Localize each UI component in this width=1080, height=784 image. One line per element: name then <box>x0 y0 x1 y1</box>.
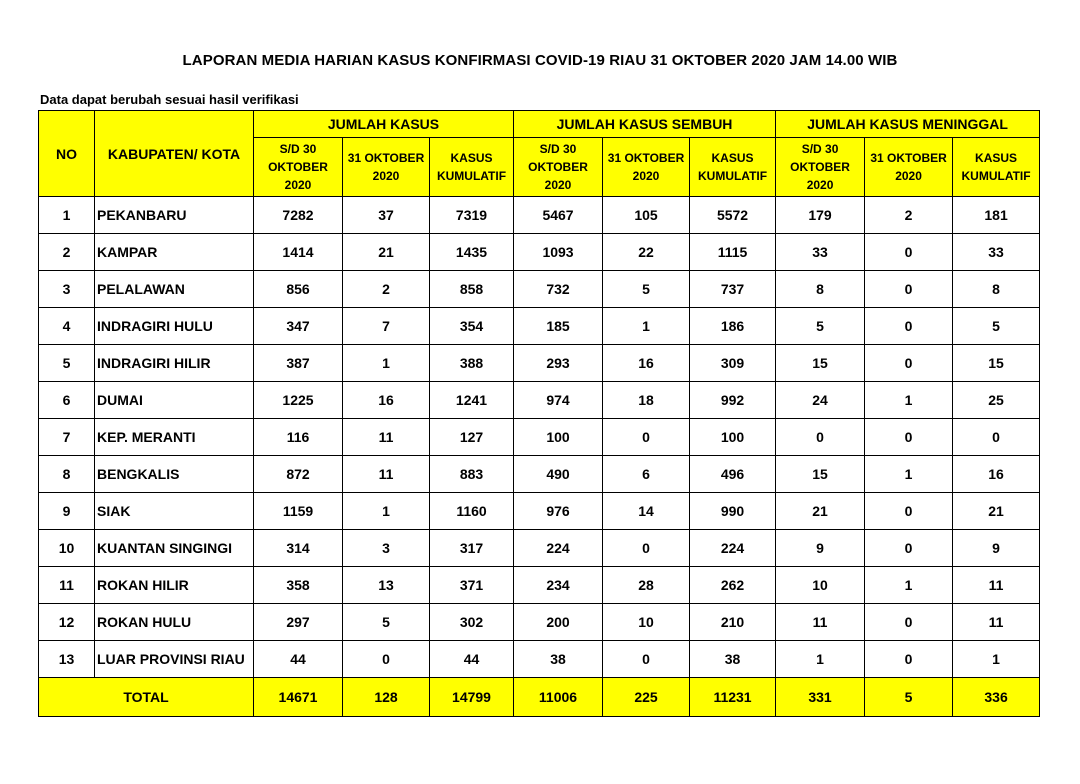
value-cell: 1093 <box>514 234 603 271</box>
value-cell: 7319 <box>430 197 514 234</box>
value-cell: 1160 <box>430 493 514 530</box>
value-cell: 317 <box>430 530 514 567</box>
table-row <box>39 234 1040 271</box>
row-number-cell: 7 <box>39 419 95 456</box>
header-sub-today: 31 OKTOBER 2020 <box>343 138 430 197</box>
value-cell: 18 <box>603 382 690 419</box>
total-cell: 11006 <box>514 678 603 717</box>
value-cell: 314 <box>254 530 343 567</box>
value-cell: 105 <box>603 197 690 234</box>
value-cell: 297 <box>254 604 343 641</box>
table-row <box>39 345 1040 382</box>
value-cell: 0 <box>865 604 953 641</box>
header-no: NO <box>39 111 95 197</box>
value-cell: 737 <box>690 271 776 308</box>
value-cell: 14 <box>603 493 690 530</box>
region-name-cell: ROKAN HILIR <box>95 567 254 604</box>
header-sub-prev: S/D 30 OKTOBER 2020 <box>254 138 343 197</box>
value-cell: 0 <box>865 308 953 345</box>
region-name-cell: LUAR PROVINSI RIAU <box>95 641 254 678</box>
value-cell: 371 <box>430 567 514 604</box>
row-number-cell: 8 <box>39 456 95 493</box>
value-cell: 732 <box>514 271 603 308</box>
value-cell: 7 <box>343 308 430 345</box>
value-cell: 10 <box>603 604 690 641</box>
row-number-cell: 13 <box>39 641 95 678</box>
value-cell: 1241 <box>430 382 514 419</box>
value-cell: 15 <box>953 345 1040 382</box>
table-row <box>39 567 1040 604</box>
value-cell: 6 <box>603 456 690 493</box>
table-row <box>39 197 1040 234</box>
value-cell: 13 <box>343 567 430 604</box>
value-cell: 5 <box>776 308 865 345</box>
value-cell: 302 <box>430 604 514 641</box>
report-title: LAPORAN MEDIA HARIAN KASUS KONFIRMASI COVID-19 RIAU 31 OKTOBER 2020 JAM 14.00 WIB <box>182 52 898 69</box>
row-number-cell: 1 <box>39 197 95 234</box>
region-name-cell: PELALAWAN <box>95 271 254 308</box>
value-cell: 0 <box>865 271 953 308</box>
value-cell: 9 <box>776 530 865 567</box>
value-cell: 0 <box>603 530 690 567</box>
value-cell: 0 <box>343 641 430 678</box>
total-cell: 128 <box>343 678 430 717</box>
row-number-cell: 11 <box>39 567 95 604</box>
row-number-cell: 10 <box>39 530 95 567</box>
region-name-cell: KEP. MERANTI <box>95 419 254 456</box>
total-label: TOTAL <box>39 678 254 717</box>
value-cell: 1 <box>603 308 690 345</box>
value-cell: 21 <box>776 493 865 530</box>
value-cell: 224 <box>690 530 776 567</box>
row-number-cell: 3 <box>39 271 95 308</box>
value-cell: 5 <box>953 308 1040 345</box>
value-cell: 21 <box>343 234 430 271</box>
value-cell: 0 <box>776 419 865 456</box>
value-cell: 5 <box>343 604 430 641</box>
value-cell: 5467 <box>514 197 603 234</box>
value-cell: 0 <box>865 530 953 567</box>
region-name-cell: BENGKALIS <box>95 456 254 493</box>
value-cell: 1 <box>865 567 953 604</box>
total-cell: 14799 <box>430 678 514 717</box>
value-cell: 1 <box>865 456 953 493</box>
row-number-cell: 5 <box>39 345 95 382</box>
value-cell: 24 <box>776 382 865 419</box>
value-cell: 11 <box>343 419 430 456</box>
row-number-cell: 2 <box>39 234 95 271</box>
value-cell: 0 <box>865 641 953 678</box>
header-sub-cumulative: KASUS KUMULATIF <box>953 138 1040 197</box>
header-group-recovered: JUMLAH KASUS SEMBUH <box>514 111 776 138</box>
region-name-cell: KUANTAN SINGINGI <box>95 530 254 567</box>
value-cell: 3 <box>343 530 430 567</box>
value-cell: 388 <box>430 345 514 382</box>
value-cell: 293 <box>514 345 603 382</box>
value-cell: 16 <box>603 345 690 382</box>
row-number-cell: 9 <box>39 493 95 530</box>
value-cell: 1159 <box>254 493 343 530</box>
value-cell: 127 <box>430 419 514 456</box>
table-row <box>39 641 1040 678</box>
value-cell: 210 <box>690 604 776 641</box>
value-cell: 974 <box>514 382 603 419</box>
value-cell: 16 <box>953 456 1040 493</box>
table-row <box>39 456 1040 493</box>
value-cell: 11 <box>776 604 865 641</box>
value-cell: 16 <box>343 382 430 419</box>
value-cell: 1 <box>865 382 953 419</box>
value-cell: 11 <box>953 567 1040 604</box>
table-row <box>39 382 1040 419</box>
value-cell: 358 <box>254 567 343 604</box>
header-group-deaths: JUMLAH KASUS MENINGGAL <box>776 111 1040 138</box>
value-cell: 33 <box>953 234 1040 271</box>
value-cell: 15 <box>776 345 865 382</box>
value-cell: 7282 <box>254 197 343 234</box>
header-region: KABUPATEN/ KOTA <box>95 111 254 197</box>
region-name-cell: INDRAGIRI HILIR <box>95 345 254 382</box>
value-cell: 8 <box>776 271 865 308</box>
value-cell: 490 <box>514 456 603 493</box>
value-cell: 234 <box>514 567 603 604</box>
value-cell: 309 <box>690 345 776 382</box>
value-cell: 262 <box>690 567 776 604</box>
region-name-cell: PEKANBARU <box>95 197 254 234</box>
value-cell: 224 <box>514 530 603 567</box>
value-cell: 354 <box>430 308 514 345</box>
value-cell: 5572 <box>690 197 776 234</box>
header-sub-prev: S/D 30 OKTOBER 2020 <box>776 138 865 197</box>
value-cell: 1225 <box>254 382 343 419</box>
value-cell: 1115 <box>690 234 776 271</box>
header-sub-cumulative: KASUS KUMULATIF <box>690 138 776 197</box>
value-cell: 100 <box>514 419 603 456</box>
value-cell: 2 <box>865 197 953 234</box>
covid-cases-table <box>38 110 1040 717</box>
value-cell: 100 <box>690 419 776 456</box>
value-cell: 38 <box>690 641 776 678</box>
value-cell: 38 <box>514 641 603 678</box>
header-sub-prev: S/D 30 OKTOBER 2020 <box>514 138 603 197</box>
value-cell: 9 <box>953 530 1040 567</box>
table-row <box>39 604 1040 641</box>
value-cell: 10 <box>776 567 865 604</box>
value-cell: 1 <box>343 493 430 530</box>
region-name-cell: INDRAGIRI HULU <box>95 308 254 345</box>
value-cell: 858 <box>430 271 514 308</box>
value-cell: 496 <box>690 456 776 493</box>
value-cell: 1435 <box>430 234 514 271</box>
region-name-cell: DUMAI <box>95 382 254 419</box>
total-cell: 11231 <box>690 678 776 717</box>
value-cell: 15 <box>776 456 865 493</box>
value-cell: 990 <box>690 493 776 530</box>
header-sub-cumulative: KASUS KUMULATIF <box>430 138 514 197</box>
table-row <box>39 493 1040 530</box>
value-cell: 44 <box>430 641 514 678</box>
value-cell: 387 <box>254 345 343 382</box>
value-cell: 22 <box>603 234 690 271</box>
value-cell: 25 <box>953 382 1040 419</box>
region-name-cell: KAMPAR <box>95 234 254 271</box>
row-number-cell: 12 <box>39 604 95 641</box>
row-number-cell: 6 <box>39 382 95 419</box>
value-cell: 0 <box>865 234 953 271</box>
verification-note: Data dapat berubah sesuai hasil verifikasi <box>40 92 299 107</box>
total-cell: 14671 <box>254 678 343 717</box>
value-cell: 1414 <box>254 234 343 271</box>
header-group-cases: JUMLAH KASUS <box>254 111 514 138</box>
total-cell: 225 <box>603 678 690 717</box>
value-cell: 116 <box>254 419 343 456</box>
value-cell: 37 <box>343 197 430 234</box>
value-cell: 185 <box>514 308 603 345</box>
value-cell: 28 <box>603 567 690 604</box>
value-cell: 21 <box>953 493 1040 530</box>
value-cell: 992 <box>690 382 776 419</box>
region-name-cell: ROKAN HULU <box>95 604 254 641</box>
value-cell: 872 <box>254 456 343 493</box>
value-cell: 0 <box>865 345 953 382</box>
table-row <box>39 530 1040 567</box>
total-cell: 5 <box>865 678 953 717</box>
value-cell: 181 <box>953 197 1040 234</box>
value-cell: 44 <box>254 641 343 678</box>
value-cell: 0 <box>865 419 953 456</box>
value-cell: 200 <box>514 604 603 641</box>
value-cell: 8 <box>953 271 1040 308</box>
value-cell: 1 <box>953 641 1040 678</box>
value-cell: 1 <box>343 345 430 382</box>
header-sub-today: 31 OKTOBER 2020 <box>865 138 953 197</box>
value-cell: 976 <box>514 493 603 530</box>
region-name-cell: SIAK <box>95 493 254 530</box>
value-cell: 0 <box>865 493 953 530</box>
total-cell: 336 <box>953 678 1040 717</box>
value-cell: 11 <box>343 456 430 493</box>
row-number-cell: 4 <box>39 308 95 345</box>
value-cell: 856 <box>254 271 343 308</box>
table-row <box>39 271 1040 308</box>
value-cell: 0 <box>603 419 690 456</box>
value-cell: 2 <box>343 271 430 308</box>
header-sub-today: 31 OKTOBER 2020 <box>603 138 690 197</box>
value-cell: 1 <box>776 641 865 678</box>
table-row <box>39 419 1040 456</box>
value-cell: 883 <box>430 456 514 493</box>
value-cell: 179 <box>776 197 865 234</box>
value-cell: 11 <box>953 604 1040 641</box>
value-cell: 5 <box>603 271 690 308</box>
total-cell: 331 <box>776 678 865 717</box>
table-row <box>39 308 1040 345</box>
value-cell: 33 <box>776 234 865 271</box>
value-cell: 347 <box>254 308 343 345</box>
value-cell: 0 <box>953 419 1040 456</box>
value-cell: 0 <box>603 641 690 678</box>
value-cell: 186 <box>690 308 776 345</box>
total-row <box>39 678 1040 717</box>
